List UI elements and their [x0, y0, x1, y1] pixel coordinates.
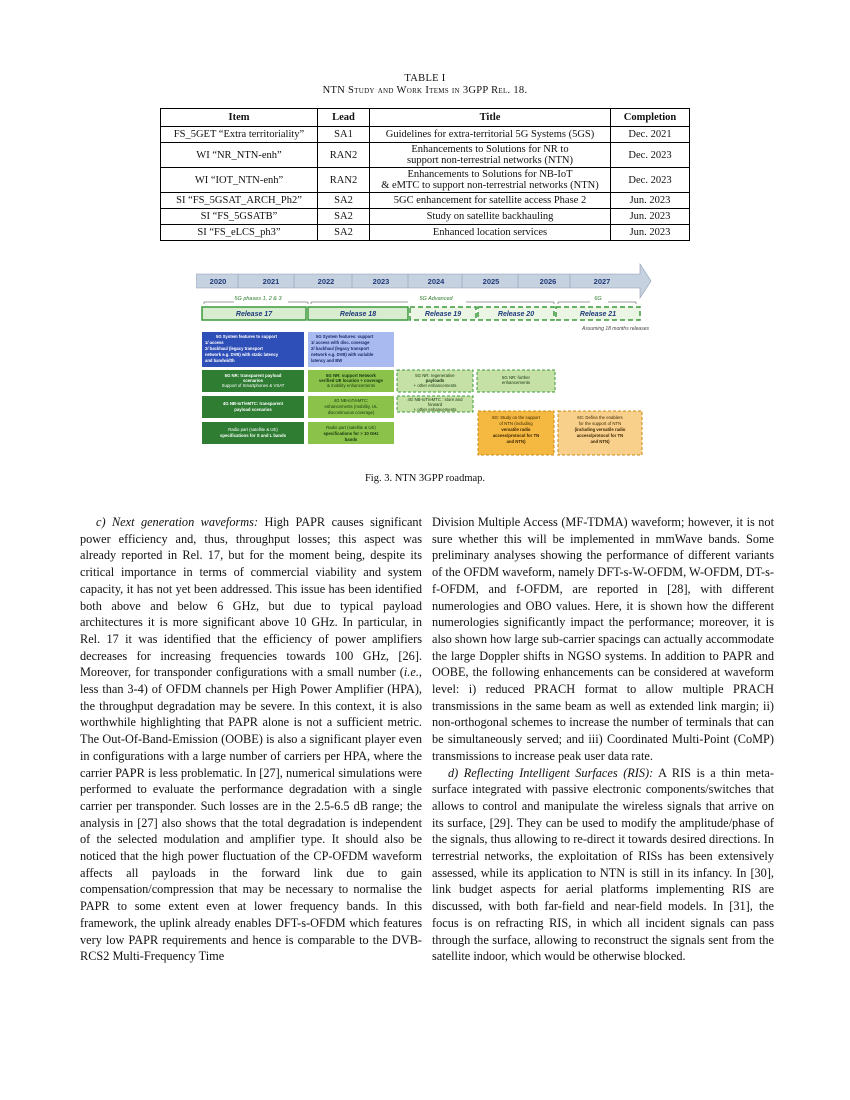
box-line: and NTN)	[506, 439, 526, 444]
box-line: discontinuous coverage)	[327, 410, 375, 415]
box-line: 5G NR: support Network	[326, 373, 376, 378]
phase-brackets	[204, 302, 636, 304]
box-line: access/protocol for TN	[576, 433, 624, 438]
release-label: Release 19	[424, 311, 462, 318]
box-line: enhancements	[501, 380, 531, 385]
box-line: enhancements (mobility, UL	[324, 404, 378, 409]
header-lead: Lead	[318, 109, 370, 127]
cell-item: FS_5GET “Extra territoriality”	[161, 127, 318, 143]
box-line: 4G NB-IoT/eMTC: transparent	[222, 401, 284, 406]
box-line: 5G NR: transparent payload	[224, 373, 282, 378]
paragraph: Division Multiple Access (MF-TDMA) waveform; however, it is not sure whether this will be implemented in mmWave bands. Some preliminary analyses showing the performance of different variants of the OFDM waveform, namely DFT-s-W-OFDM, W-OFDM, DT-s-f-OFDM, and f-OFDM, are reported in [28], with different numerologies and OBO values. Here, it is shown how the different numerologies significantly impact the performance; moreover, it is also shown how large sub-carrier spacings can actually accommodate the large Doppler shifts in NGSO systems. In addition to PAPR and OOBE, the following enhancements can be considered at waveform level: i) reduced PRACH format to allow multiple PRACH transmissions in the same beam as well as extended link margin; ii) non-orthogonal schemes to increase the number of terminals that can be simultaneously served; and iii) Coordinated Multi-Point (CoMP) transmissions to increase peak user data rate.	[432, 515, 774, 763]
cell-title: Guidelines for extra-territorial 5G Systems (5GS)	[370, 127, 611, 143]
box-line: network e.g. DVB) with static latency	[205, 352, 279, 357]
table-row	[161, 225, 690, 241]
release-label: Release 21	[579, 311, 617, 318]
emphasis: i.e.	[403, 665, 419, 680]
table-row	[161, 193, 690, 209]
release-label: Release 18	[339, 311, 377, 318]
box-line: 5G NR: further	[502, 375, 530, 380]
roadmap-figure	[196, 263, 656, 461]
box-line: (including versatile radio	[574, 427, 626, 432]
box-line: Support of Smartphones & VSAT	[221, 383, 285, 388]
box-line: 5G NR: regenerative	[415, 373, 455, 378]
cell-completion: Jun. 2023	[611, 225, 690, 241]
cell-lead: SA2	[318, 209, 370, 225]
table-row	[161, 168, 690, 193]
year-label: 2025	[482, 277, 500, 286]
cell-title-line: support non-terrestrial networks (NTN)	[407, 155, 573, 166]
box-line: 6G: Study on the support	[492, 415, 540, 420]
cell-item: SI “FS_5GSATB”	[161, 209, 318, 225]
table-row	[161, 127, 690, 143]
header-completion: Completion	[611, 109, 690, 127]
table-row	[161, 143, 690, 168]
year-label: 2024	[427, 277, 445, 286]
year-label: 2023	[372, 277, 390, 286]
box-line: Radio part (satellite & UE)	[326, 425, 376, 430]
cell-lead: SA2	[318, 193, 370, 209]
box-line: and bandwidth	[205, 358, 235, 363]
header-item: Item	[161, 109, 318, 127]
box-line: & mobility enhancements	[326, 383, 376, 388]
cell-lead: SA1	[318, 127, 370, 143]
box-line: 4G NB-IoT/eMTC : store and	[407, 397, 463, 402]
box-line: + other enhancements	[413, 383, 457, 388]
phase-label: 5G phases 1, 2 & 3	[234, 296, 282, 302]
cell-title-line: & eMTC to support non-terrestrial networks (NTN)	[381, 180, 599, 191]
section-heading: c) Next generation waveforms:	[96, 515, 259, 529]
box-line: 5G System features to support	[216, 334, 277, 339]
cell-title	[370, 143, 611, 168]
box-line: payloads	[425, 378, 445, 383]
box-line: 2/ backhaul (legacy transport	[205, 346, 263, 351]
cell-lead: RAN2	[318, 143, 370, 168]
box-line: specifications for > 10 GHz	[323, 431, 379, 436]
cell-item: WI “IOT_NTN-enh”	[161, 168, 318, 193]
header-title: Title	[370, 109, 611, 127]
box-line: and NTN)	[590, 439, 610, 444]
paragraph-text: A RIS is a thin meta-surface integrated with passive electronic components/switches that allows to control and manipulate the wireless signals that arrive on its surface, [29]. They can be used to modify the amplitude/phase of the signals, thus allowing to re-direct it towards desired directions. In terrestrial networks, the exploitation of RISs has been extensively assessed, while its application to NTN is still in its infancy. In [30], link budget aspects for aerial platforms implementing RIS are discussed, with both far-field and near-field models. In [31], the focus is on refracting RIS, in which all incident signals can pass through the surface, allowing to reconstruct the signals sent from the satellite indoor, which would be otherwise blocked.	[432, 765, 774, 964]
release-label: Release 20	[497, 311, 535, 318]
cell-title-line: Enhancements to Solutions for NB-IoT	[407, 169, 573, 180]
paragraph	[432, 765, 774, 965]
box-line: of NTN (including	[499, 421, 533, 426]
table-row	[161, 209, 690, 225]
cell-completion: Dec. 2021	[611, 127, 690, 143]
box-line: 6G: Define the enablers	[577, 415, 623, 420]
box-line: access/protocol for TN	[492, 433, 540, 438]
box-line: specifications for S and L bands	[219, 433, 287, 438]
table-title: NTN Study and Work Items in 3GPP Rel. 18.	[322, 85, 528, 96]
box-line: 1/ access with disc. coverage	[311, 340, 370, 345]
phase-label: 5G Advanced	[419, 296, 453, 302]
box-line: verified UE location + coverage	[319, 378, 383, 383]
paragraph-text: , less than 3-4) of OFDM channels per High Power Amplifier (HPA), the throughput degradation may be severe. In this context, it is also worthwhile highlighting that PAPR alone is not a sufficient metric. The Out-Of-Band-Emission (OOBE) is also a significant player even in configurations with a large number of carriers per HPA, where the carrier PAPR is less problematic. In [27], numerical simulations were performed to evaluate the performance degradation with a single carrier per transponder. Such losses are in the 2.5-6.5 dB range; the analysis in [27] also shows that the total degradation is independent of the selected modulation and amplifier type. It should also be noticed that the high power fluctuation of the CP-OFDM waveform affects all payloads in the forward link due to gain compensation/compression that may be necessary to normalise the PAPR to some extent even at lower frequency bands. In this framework, the uplink already enables DFT-s-OFDM which features very low PAPR requirements and hence is comparable to the DVB-RCS2 Multi-Frequency Time	[80, 665, 422, 964]
box-line: for the support of NTN	[578, 421, 622, 426]
cell-completion: Jun. 2023	[611, 209, 690, 225]
phase-label: 6G	[594, 296, 602, 302]
table-header-row	[161, 109, 690, 127]
box-line: latency and BW	[311, 358, 343, 363]
cell-lead: RAN2	[318, 168, 370, 193]
figure-caption: Fig. 3. NTN 3GPP roadmap.	[364, 473, 486, 484]
cell-title	[370, 168, 611, 193]
box-line: 1/ access	[205, 340, 224, 345]
cell-item: SI “FS_5GSAT_ARCH_Ph2”	[161, 193, 318, 209]
year-label: 2027	[593, 277, 611, 286]
assumption-note: Assuming 18 months releases	[582, 326, 649, 332]
box-line: 5G System features: support	[316, 334, 374, 339]
box-line: 2/ backhaul (legacy transport	[311, 346, 369, 351]
box-line: payload scenarios	[234, 407, 272, 412]
box-line: 4G NB-IoT/eMTC:	[333, 398, 369, 403]
cell-title: Enhanced location services	[370, 225, 611, 241]
year-label: 2020	[209, 277, 227, 286]
cell-title: Study on satellite backhauling	[370, 209, 611, 225]
paragraph-text: High PAPR causes significant power efficiency and, thus, throughput losses; this aspect was already reported in Rel. 17, but for the moment being, despite its critical importance in terms of commercial viability and system capacity, it has not yet been addressed. This issue has been identified both above and below 6 GHz, but due to typical payload architectures it is more significant above 10 GHz. In particular, in Rel. 17 it was identified that the efficiency of power amplifiers decreases for increasing frequencies towards 100 GHz, [26]. Moreover, for transponder configurations with a small number (	[80, 515, 422, 680]
paragraph	[80, 514, 422, 965]
release-label: Release 17	[235, 311, 273, 318]
cell-item: WI “NR_NTN-enh”	[161, 143, 318, 168]
box-line: + other enhancements	[413, 407, 457, 412]
cell-lead: SA2	[318, 225, 370, 241]
box-line: forward	[427, 402, 443, 407]
box-line: scenarios	[242, 378, 264, 383]
year-label: 2021	[262, 277, 280, 286]
right-column	[432, 514, 774, 965]
year-label: 2022	[317, 277, 335, 286]
cell-completion: Dec. 2023	[611, 168, 690, 193]
year-label: 2026	[539, 277, 557, 286]
cell-title-line: Enhancements to Solutions for NR to	[411, 144, 569, 155]
box-line: bands	[344, 437, 358, 442]
section-heading: d) Reflecting Intelligent Surfaces (RIS):	[448, 765, 654, 780]
box-line: network e.g. DVB) with variable	[311, 352, 374, 357]
table-label: TABLE I	[404, 73, 446, 84]
box-line: Radio part (satellite & UE)	[228, 427, 278, 432]
cell-item: SI “FS_eLCS_ph3”	[161, 225, 318, 241]
cell-completion: Dec. 2023	[611, 143, 690, 168]
cell-title: 5GC enhancement for satellite access Phase 2	[370, 193, 611, 209]
ntn-items-table	[160, 108, 690, 241]
left-column	[80, 514, 422, 965]
box-line: versatile radio	[501, 427, 531, 432]
cell-completion: Jun. 2023	[611, 193, 690, 209]
